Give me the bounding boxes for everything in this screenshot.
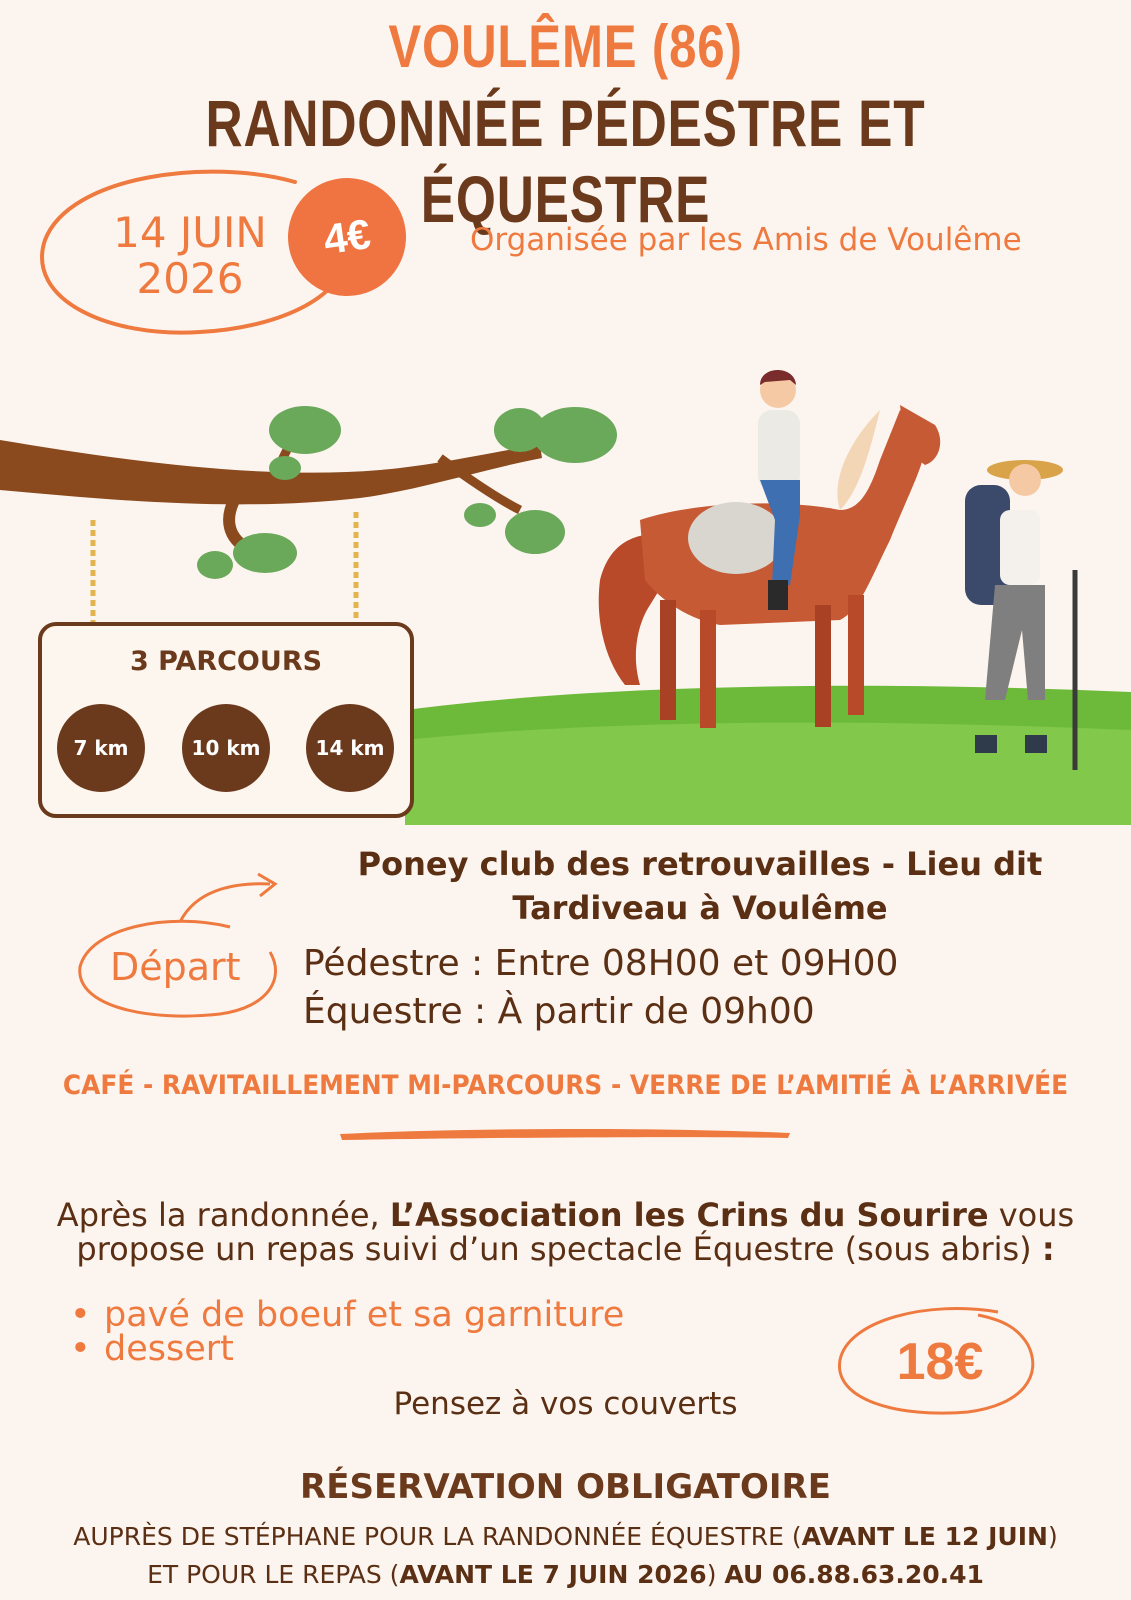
location-address	[320, 842, 1080, 930]
meal-menu-list	[70, 1295, 625, 1369]
event-date-year: 2026	[136, 254, 244, 303]
routes-sign	[38, 622, 414, 818]
menu-item: • pavé de boeuf et sa garniture	[70, 1298, 624, 1332]
cutlery-note: Pensez à vos couverts	[393, 1386, 738, 1422]
menu-item: • dessert	[70, 1332, 624, 1366]
event-date-day: 14 JUIN	[113, 208, 267, 257]
grass-hill-light	[405, 723, 1131, 825]
departure-label: Départ	[110, 945, 241, 989]
event-title: RANDONNÉE PÉDESTRE ET ÉQUESTRE	[205, 86, 926, 236]
departure-times	[303, 940, 898, 1036]
organizer-text: Organisée par les Amis de Voulême	[470, 222, 1022, 258]
perks-banner: CAFÉ - RAVITAILLEMENT MI-PARCOURS - VERRE DE L’AMITIÉ À L’ARRIVÉE	[62, 1070, 1069, 1101]
meal-price: 18€	[896, 1333, 984, 1391]
phone-number: AU 06.88.63.20.41	[724, 1560, 984, 1589]
routes-title: 3 PARCOURS	[129, 646, 323, 677]
route-distance-badge: 7 km	[57, 704, 145, 792]
reservation-details	[0, 1518, 1131, 1594]
route-distance-badge: 10 km	[182, 704, 270, 792]
reservation-line-1: AUPRÈS DE STÉPHANE POUR LA RANDONNÉE ÉQUESTRE (AVANT LE 12 JUIN)	[73, 1522, 1058, 1551]
walking-start-time: Pédestre : Entre 08H00 et 09H00	[303, 943, 899, 984]
location-line-2: Tardiveau à Voulême	[512, 889, 888, 927]
brush-underline	[338, 1124, 792, 1144]
riding-start-time: Équestre : À partir de 09h00	[303, 991, 815, 1032]
association-name: L’Association les Crins du Sourire	[389, 1196, 989, 1234]
event-town-title: VOULÊME (86)	[388, 13, 743, 80]
location-line-1: Poney club des retrouvailles - Lieu dit	[357, 845, 1043, 883]
reservation-line-2: ET POUR LE REPAS (AVANT LE 7 JUIN 2026) AU 06.88.63.20.41	[147, 1560, 984, 1589]
entry-price-badge: 4€	[280, 170, 413, 303]
meal-intro-line-2: propose un repas suivi d’un spectacle Équestre (sous abris) :	[76, 1230, 1055, 1268]
event-date	[105, 210, 275, 302]
meal-intro	[20, 1198, 1111, 1266]
reservation-title: RÉSERVATION OBLIGATOIRE	[300, 1467, 831, 1507]
meal-intro-line-1: Après la randonnée, L’Association les Crins du Sourire vous	[56, 1196, 1075, 1234]
route-distance-badge: 14 km	[306, 704, 394, 792]
